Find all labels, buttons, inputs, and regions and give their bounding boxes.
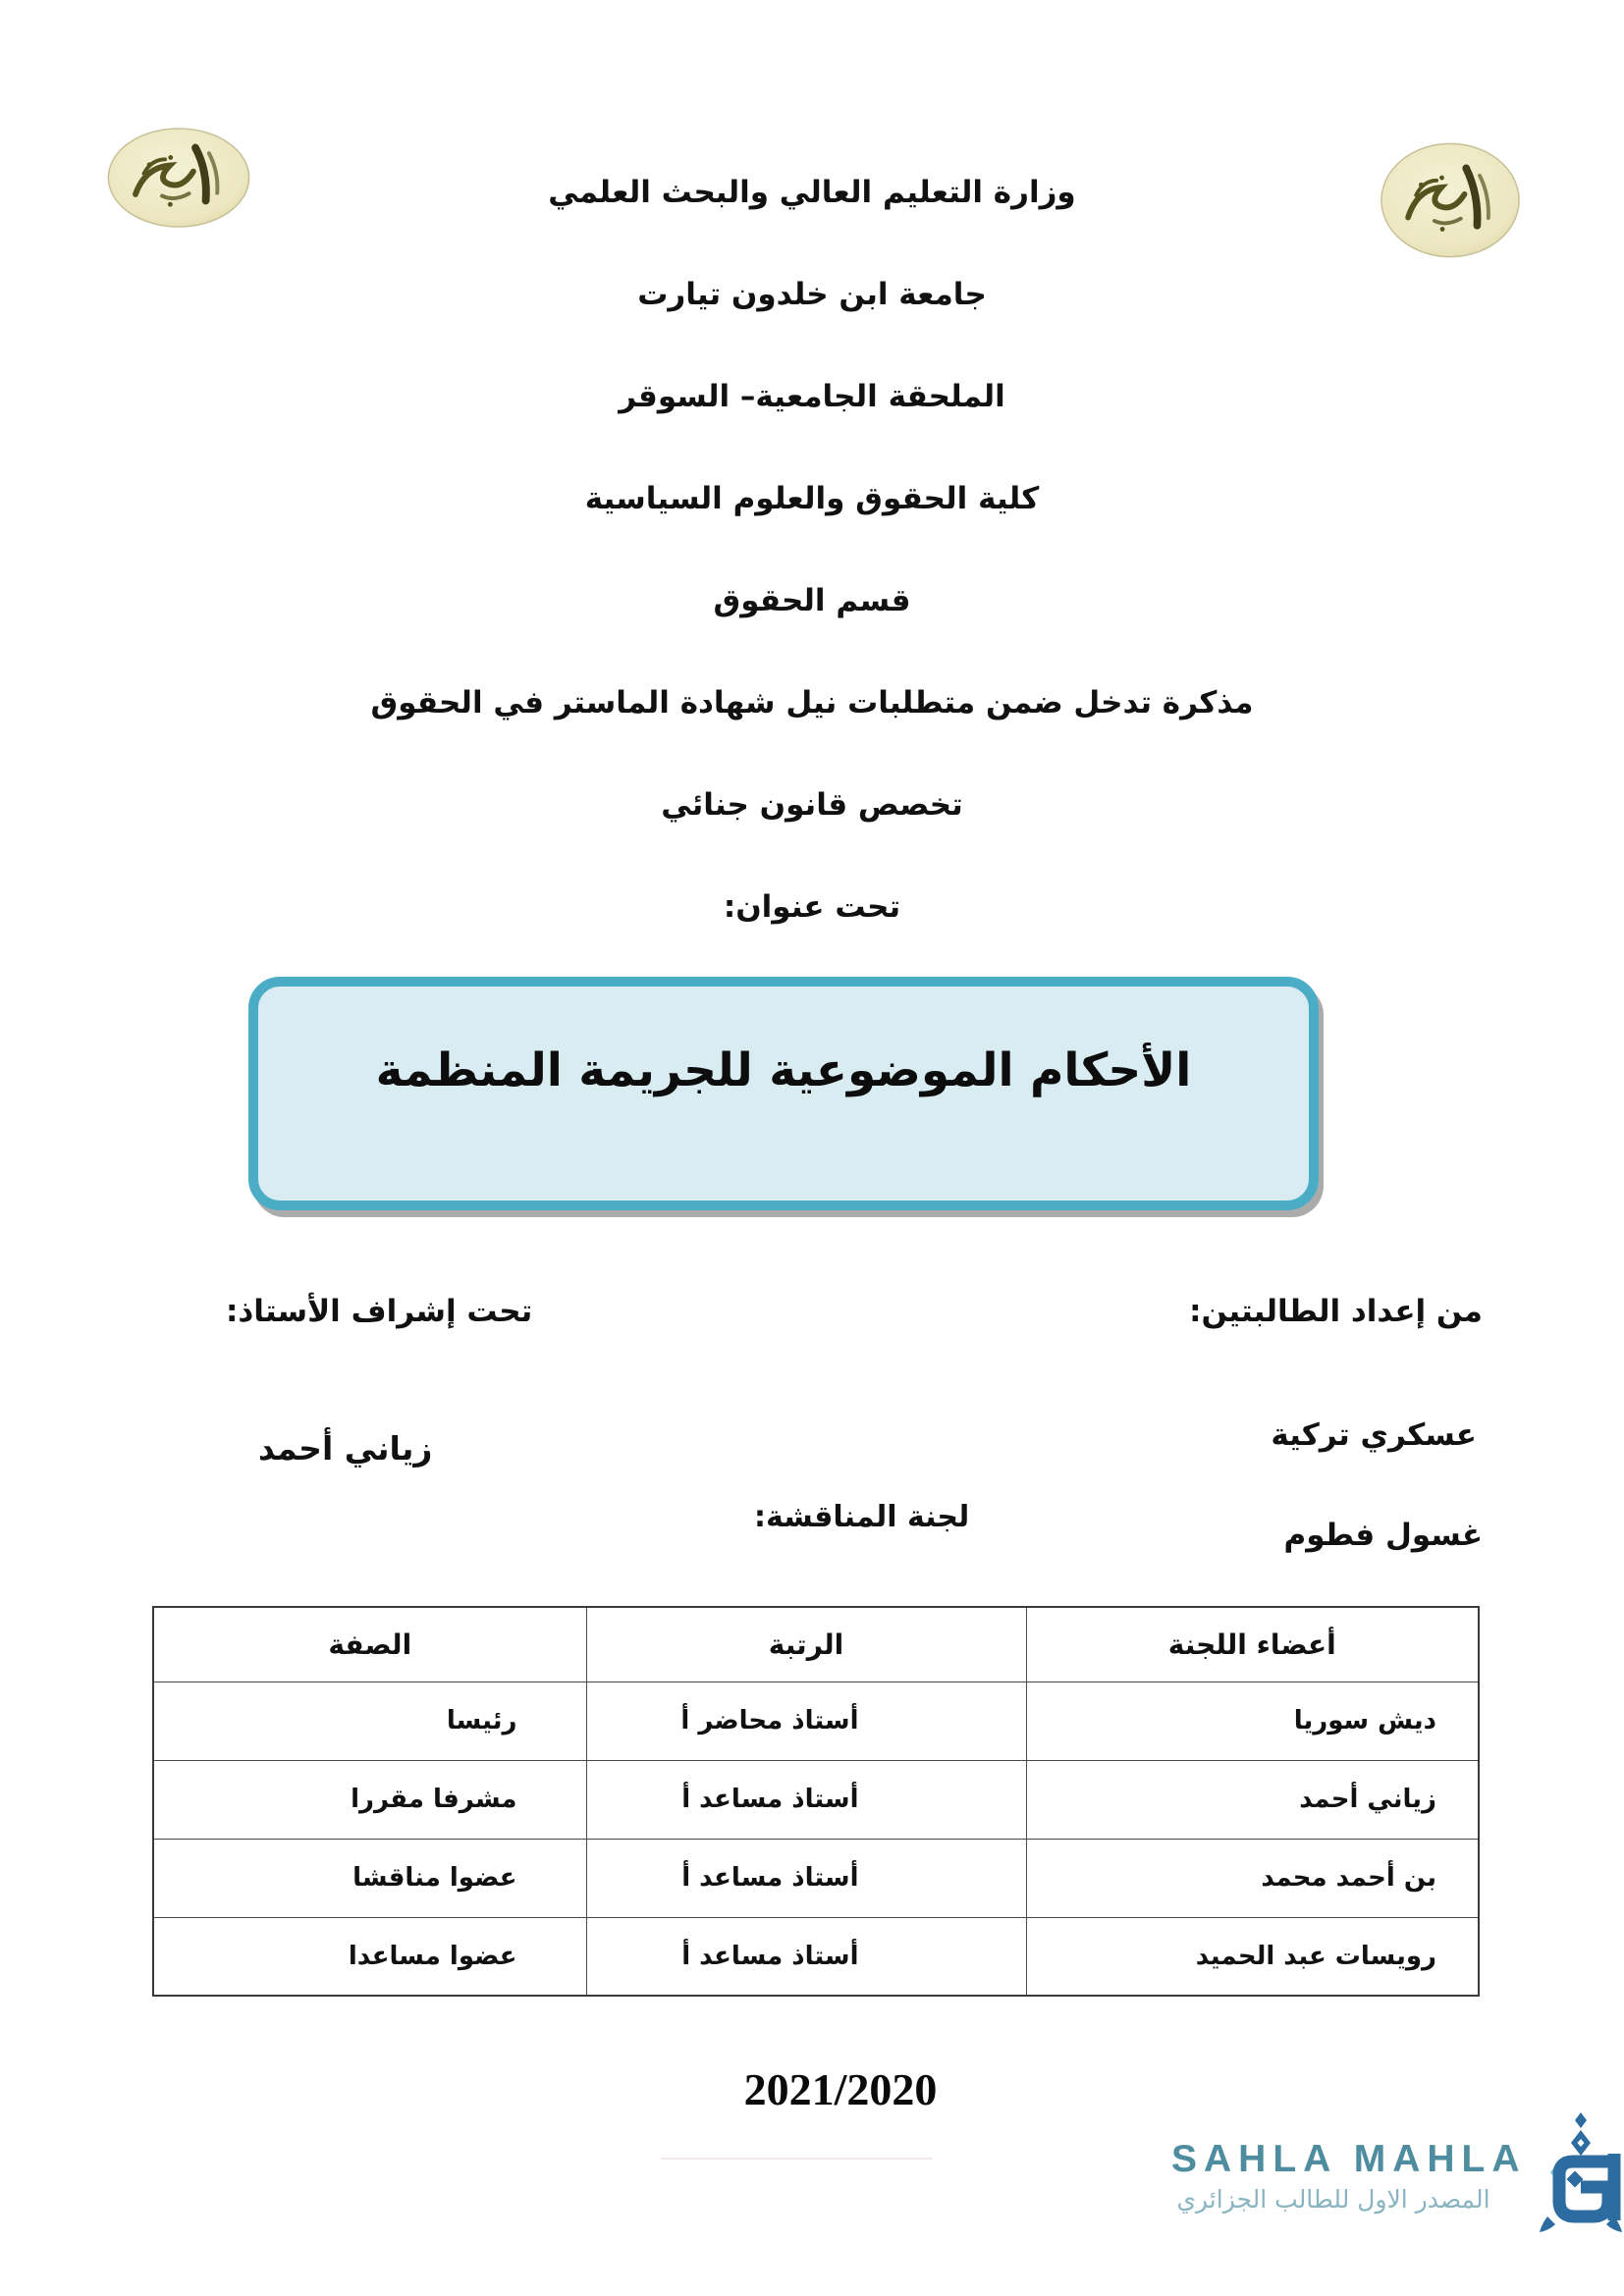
- department-line: قسم الحقوق: [713, 583, 911, 618]
- member-rank: أستاذ مساعد أ: [586, 1760, 1026, 1839]
- member-name: رويسات عبد الحميد: [1026, 1917, 1479, 1996]
- committee-label: لجنة المناقشة:: [754, 1500, 970, 1534]
- col-header-role: الصفة: [153, 1607, 586, 1682]
- prepared-by-label: من إعداد الطالبتين:: [1189, 1294, 1483, 1329]
- member-role: رئيسا: [153, 1682, 586, 1760]
- faculty-line: كلية الحقوق والعلوم السياسية: [584, 481, 1040, 516]
- institution-header: [0, 141, 1624, 958]
- table-row: [153, 1917, 1479, 1996]
- thesis-title: الأحكام الموضوعية للجريمة المنظمة: [375, 1043, 1192, 1097]
- supervisor-name: زياني أحمد: [258, 1429, 433, 1468]
- member-role: عضوا مناقشا: [153, 1839, 586, 1917]
- under-title-line: تحت عنوان:: [723, 889, 901, 925]
- member-name: زياني أحمد: [1026, 1760, 1479, 1839]
- supervisor-label: تحت إشراف الأستاذ:: [226, 1294, 533, 1329]
- university-line: جامعة ابن خلدون تيارت: [637, 277, 987, 312]
- footer-divider: [661, 2158, 933, 2160]
- member-rank: أستاذ مساعد أ: [586, 1917, 1026, 1996]
- specialty-line: تخصص قانون جنائي: [661, 787, 963, 823]
- table-row: [153, 1760, 1479, 1839]
- member-name: ديش سوريا: [1026, 1682, 1479, 1760]
- member-rank: أستاذ مساعد أ: [586, 1839, 1026, 1917]
- col-header-members: أعضاء اللجنة: [1026, 1607, 1479, 1682]
- brand-tagline: المصدر الاول للطالب الجزائري: [1176, 2185, 1490, 2214]
- member-role: مشرفا مقررا: [153, 1760, 586, 1839]
- student-name-2: غسول فطوم: [1283, 1518, 1483, 1553]
- member-role: عضوا مساعدا: [153, 1917, 586, 1996]
- col-header-rank: الرتبة: [586, 1607, 1026, 1682]
- committee-table: [152, 1606, 1480, 1997]
- brand-name: SAHLA MAHLA: [1171, 2138, 1527, 2180]
- student-name-1: عسكري تركية: [1271, 1417, 1477, 1453]
- table-row: [153, 1839, 1479, 1917]
- table-row: [153, 1682, 1479, 1760]
- ministry-line: وزارة التعليم العالي والبحث العلمي: [548, 175, 1076, 210]
- kufic-calligraphy-icon: [1540, 2110, 1622, 2232]
- annex-line: الملحقة الجامعية– السوقر: [619, 379, 1005, 414]
- member-rank: أستاذ محاضر أ: [586, 1682, 1026, 1760]
- memo-line: مذكرة تدخل ضمن متطلبات نيل شهادة الماستر في الحقوق: [370, 685, 1254, 721]
- brand-logo-icon: [1540, 2110, 1622, 2236]
- thesis-title-box: [248, 977, 1319, 1210]
- table-header-row: [153, 1607, 1479, 1682]
- academic-year: 2021/2020: [743, 2064, 938, 2114]
- member-name: بن أحمد محمد: [1026, 1839, 1479, 1917]
